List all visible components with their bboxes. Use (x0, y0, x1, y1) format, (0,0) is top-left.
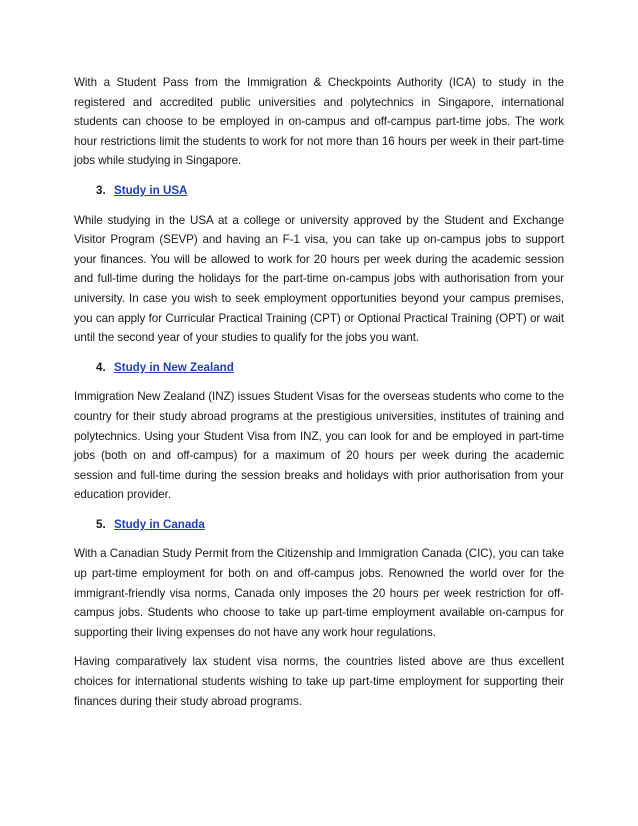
closing-paragraph: Having comparatively lax student visa norms, the countries listed above are thus excellent choices for international students wishing to take up part-time employment for supporting their finances during their study abroad programs. (74, 655, 564, 708)
study-in-usa-link[interactable]: Study in USA (114, 183, 188, 197)
canada-paragraph: With a Canadian Study Permit from the Citizenship and Immigration Canada (CIC), you can take up part-time employment for both on and off-campus jobs. Renowned the world over for the immigrant-friendly visa norms, Canada only imposes the 20 hours per week restriction for off-campus jobs. Students who choose to take up part-time employment available on-campus for supporting their living expenses do not have any work hour regulations. (74, 547, 564, 639)
study-in-canada-link[interactable]: Study in Canada (114, 517, 205, 531)
section-heading-usa (96, 181, 564, 201)
document-page (74, 73, 564, 721)
section-number: 5. (96, 517, 106, 531)
section-heading-new-zealand (96, 358, 564, 378)
study-in-new-zealand-link[interactable]: Study in New Zealand (114, 360, 234, 374)
section-heading-canada (96, 515, 564, 535)
intro-paragraph: With a Student Pass from the Immigration & Checkpoints Authority (ICA) to study in the registered and accredited public universities and polytechnics in Singapore, international students can choose to be employed in on-campus and off-campus part-time jobs. The work hour restrictions limit the students to work for not more than 16 hours per week in their part-time jobs while studying in Singapore. (74, 76, 564, 168)
section-number: 4. (96, 360, 106, 374)
usa-paragraph: While studying in the USA at a college or university approved by the Student and Exchange Visitor Program (SEVP) and having an F-1 visa, you can take up on-campus jobs to support your finances. You will be allowed to work for 20 hours per week during the academic session and full-time during the holidays for the part-time on-campus jobs with authorisation from your university. In case you wish to seek employment opportunities beyond your campus premises, you can apply for Curricular Practical Training (CPT) or Optional Practical Training (OPT) or wait until the second year of your studies to qualify for the jobs you want. (74, 213, 564, 345)
new-zealand-paragraph: Immigration New Zealand (INZ) issues Student Visas for the overseas students who come to the country for their study abroad programs at the prestigious universities, institutes of training and polytechnics. Using your Student Visa from INZ, you can look for and be employed in part-time jobs (both on and off-campus) for a maximum of 20 hours per week during the academic session and full-time during the session breaks and holidays with prior authorisation from your education provider. (74, 390, 564, 502)
section-number: 3. (96, 183, 106, 197)
